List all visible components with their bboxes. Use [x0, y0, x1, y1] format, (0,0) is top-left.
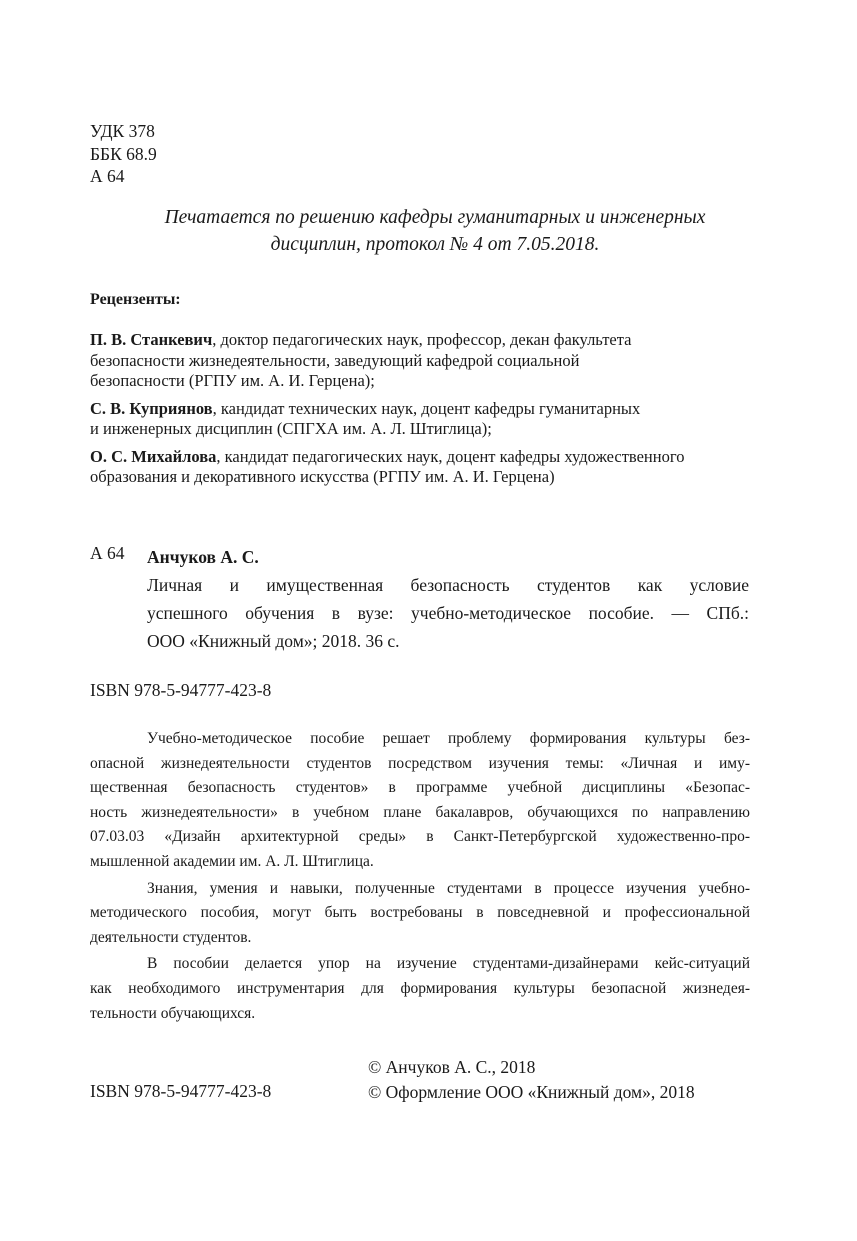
- abstract-line: мышленной академии им. А. Л. Штиглица.: [90, 852, 374, 870]
- reviewer-desc-line: и инженерных дисциплин (СПГХА им. А. Л. Штиглица);: [90, 419, 492, 438]
- isbn-bottom: ISBN 978-5-94777-423-8: [90, 1081, 272, 1101]
- reviewer-name: П. В. Станкевич: [90, 330, 213, 349]
- reviewer-entry: [90, 330, 770, 392]
- catalog-entry: [147, 543, 749, 655]
- abstract-line: щественная безопасность студентов» в программе учебной дисциплины «Безопас-: [90, 779, 750, 797]
- classification-codes: [90, 120, 157, 188]
- abstract-line: тельности обучающихся.: [90, 1004, 256, 1022]
- reviewers-list: [90, 330, 770, 495]
- abstract-line: Учебно-методическое пособие решает проблему формирования культуры без-: [147, 730, 750, 747]
- author-mark: А 64: [90, 166, 125, 186]
- bbk-code: ББК 68.9: [90, 143, 157, 164]
- reviewer-entry: [90, 447, 770, 488]
- approval-line-2: дисциплин, протокол № 4 от 7.05.2018.: [270, 234, 600, 255]
- udk-code: УДК 378: [90, 121, 155, 141]
- abstract-line: как необходимого инструментария для формирования культуры безопасной жизнедея-: [90, 979, 750, 997]
- catalog-author: Анчуков А. С.: [147, 547, 259, 567]
- abstract-line: опасной жизнедеятельности студентов посредством изучения темы: «Личная и иму-: [90, 754, 750, 772]
- reviewer-desc-line: , кандидат технических наук, доцент кафедры гуманитарных: [212, 398, 641, 418]
- reviewer-desc-line: безопасности (РГПУ им. А. И. Герцена);: [90, 371, 375, 390]
- catalog-line: ООО «Книжный дом»; 2018. 36 с.: [147, 631, 400, 651]
- reviewer-desc-line: , кандидат педагогических наук, доцент кафедры художественного: [216, 446, 685, 466]
- catalog-code: А 64: [90, 543, 125, 563]
- catalog-line: Личная и имущественная безопасность студентов как условие: [147, 575, 749, 595]
- catalog-line: успешного обучения в вузе: учебно-методическое пособие. — СПб.:: [147, 603, 749, 623]
- reviewer-entry: [90, 399, 770, 440]
- abstract-paragraph: [90, 877, 750, 951]
- abstract-line: деятельности студентов.: [90, 928, 252, 946]
- abstract-line: методического пособия, могут быть востребованы в повседневной и профессиональной: [90, 904, 750, 922]
- reviewer-name: О. С. Михайлова: [90, 446, 217, 466]
- copyright-design: © Оформление ООО «Книжный дом», 2018: [368, 1081, 695, 1102]
- approval-line-1: Печатается по решению кафедры гуманитарных и инженерных: [164, 207, 706, 228]
- abstract-line: ность жизнедеятельности» в учебном плане бакалавров, обучающихся по направлению: [90, 803, 750, 821]
- isbn-top: ISBN 978-5-94777-423-8: [90, 680, 272, 700]
- publication-approval: [90, 204, 780, 258]
- abstract-line: В пособии делается упор на изучение студентами-дизайнерами кейс-ситуаций: [147, 955, 750, 973]
- copyright-block: [368, 1055, 695, 1104]
- abstract: [90, 727, 750, 1028]
- reviewer-name: С. В. Куприянов: [90, 398, 213, 418]
- reviewer-desc-line: , доктор педагогических наук, профессор, декан факультета: [212, 330, 632, 349]
- abstract-line: Знания, умения и навыки, полученные студентами в процессе изучения учебно-: [147, 879, 750, 897]
- abstract-paragraph: [90, 727, 750, 875]
- abstract-paragraph: [90, 952, 750, 1026]
- copyright-author: © Анчуков А. С., 2018: [368, 1057, 536, 1077]
- abstract-line: 07.03.03 «Дизайн архитектурной среды» в Санкт-Петербургской художественно-про-: [90, 828, 750, 846]
- reviewers-heading: Рецензенты:: [90, 291, 181, 308]
- reviewer-desc-line: образования и декоративного искусства (РГПУ им. А. И. Герцена): [90, 467, 555, 486]
- reviewer-desc-line: безопасности жизнедеятельности, заведующий кафедрой социальной: [90, 350, 580, 370]
